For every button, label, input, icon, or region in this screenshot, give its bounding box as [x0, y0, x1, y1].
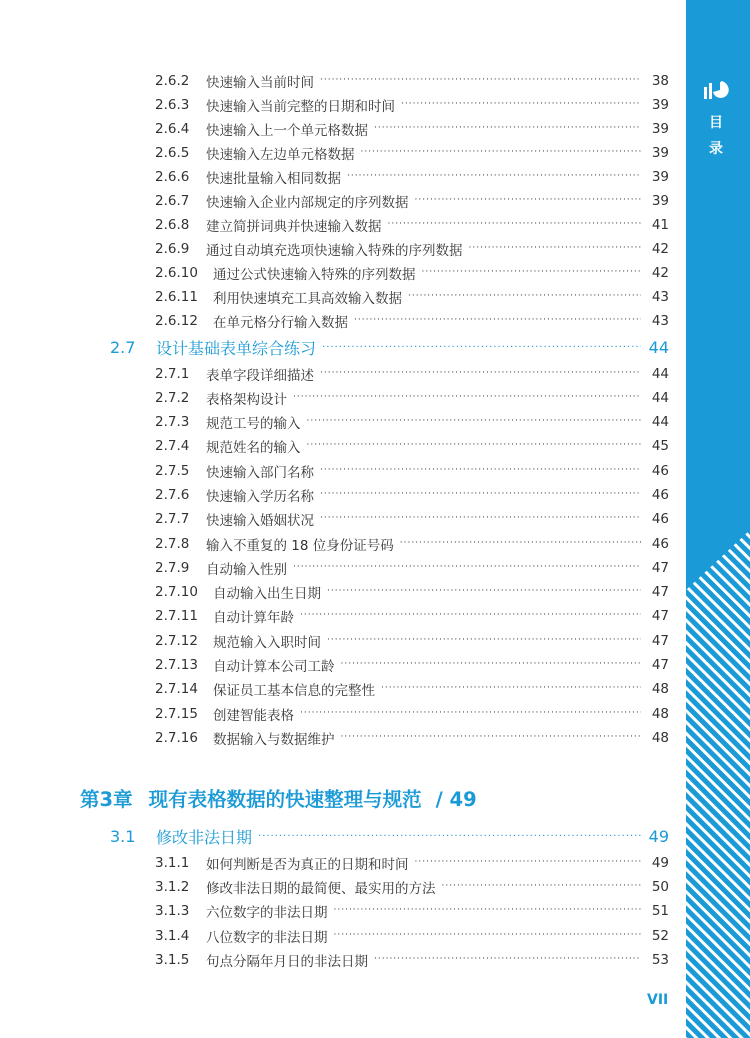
toc-entry[interactable]: [155, 678, 669, 700]
leader-dots: [320, 460, 641, 476]
entry-page: 47: [651, 560, 669, 576]
entry-number: 2.7.9: [155, 560, 190, 576]
leader-dots: [307, 435, 642, 451]
entry-number: 2.7.10: [155, 584, 198, 600]
entry-page: 39: [651, 97, 669, 113]
entry-number: 2.6.9: [155, 241, 190, 257]
leader-dots: [307, 411, 642, 427]
entry-title: 快速输入婚姻状况: [206, 513, 314, 529]
leader-dots: [341, 654, 642, 670]
entry-number: 2.6.12: [155, 313, 198, 329]
leader-dots: [422, 262, 642, 278]
leader-dots: [415, 190, 642, 206]
entry-title: 建立简拼词典并快速输入数据: [206, 219, 382, 235]
entry-page: 42: [651, 265, 669, 281]
entry-title: 六位数字的非法日期: [206, 905, 328, 921]
entry-number: 2.7.5: [155, 463, 190, 479]
entry-page: 48: [651, 730, 669, 746]
leader-dots: [341, 727, 642, 743]
leader-dots: [442, 876, 642, 892]
entry-number: 2.6.11: [155, 289, 198, 305]
entry-page: 48: [651, 681, 669, 697]
entry-title: 表单字段详细描述: [206, 368, 314, 384]
entry-number: 2.6.4: [155, 121, 190, 137]
toc-entry[interactable]: [155, 484, 669, 506]
entry-number: 3.1.1: [155, 855, 190, 871]
toc-entry[interactable]: [155, 118, 669, 140]
toc-section-3-1[interactable]: [110, 825, 669, 847]
toc-entry[interactable]: [155, 310, 669, 332]
leader-dots: [401, 94, 641, 110]
leader-dots: [320, 484, 641, 500]
toc-entry[interactable]: [155, 70, 669, 92]
entry-number: 3.1.3: [155, 903, 190, 919]
leader-dots: [408, 286, 641, 302]
entry-page: 42: [651, 241, 669, 257]
entry-title: 自动输入出生日期: [213, 586, 321, 602]
toc-entry[interactable]: [155, 166, 669, 188]
entry-page: 48: [651, 706, 669, 722]
entry-title: 表格架构设计: [206, 392, 287, 408]
sidebar-label-lu: 录: [709, 141, 723, 157]
leader-dots: [293, 387, 641, 403]
toc-section-2-7[interactable]: [110, 336, 669, 358]
toc-entry[interactable]: [155, 411, 669, 433]
entry-number: 2.6.2: [155, 73, 190, 89]
entry-number: 2.7.6: [155, 487, 190, 503]
section-title: 修改非法日期: [156, 827, 253, 847]
leader-dots: [347, 166, 641, 182]
leader-dots: [320, 363, 641, 379]
entry-number: 2.6.10: [155, 265, 198, 281]
leader-dots: [415, 852, 642, 868]
entry-title: 快速输入左边单元格数据: [206, 147, 355, 163]
toc-entry[interactable]: [155, 605, 669, 627]
leader-dots: [334, 925, 642, 941]
toc-entry[interactable]: [155, 508, 669, 530]
entry-page: 46: [651, 536, 669, 552]
leader-dots: [327, 581, 641, 597]
chapter-number: 第3章: [80, 788, 133, 811]
entry-page: 47: [651, 633, 669, 649]
chapter-heading[interactable]: [80, 784, 477, 812]
toc-entry[interactable]: [155, 363, 669, 385]
toc-entry[interactable]: [155, 262, 669, 284]
entry-title: 在单元格分行输入数据: [213, 315, 348, 331]
entry-title: 八位数字的非法日期: [206, 930, 328, 946]
chapter-title: 现有表格数据的快速整理与规范: [148, 788, 422, 811]
section-title: 设计基础表单综合练习: [156, 338, 317, 358]
entry-number: 2.6.6: [155, 169, 190, 185]
toc-entry[interactable]: [155, 925, 669, 947]
toc-entry[interactable]: [155, 630, 669, 652]
toc-entry[interactable]: [155, 557, 669, 579]
leader-dots: [374, 949, 641, 965]
toc-entry[interactable]: [155, 94, 669, 116]
leader-dots: [388, 214, 642, 230]
entry-page: 39: [651, 193, 669, 209]
entry-number: 2.7.14: [155, 681, 198, 697]
entry-page: 46: [651, 487, 669, 503]
entry-number: 2.7.11: [155, 608, 198, 624]
leader-dots: [400, 533, 641, 549]
entry-number: 2.7.12: [155, 633, 198, 649]
section-number: 3.1: [110, 826, 136, 846]
entry-number: 2.7.7: [155, 511, 190, 527]
leader-dots: [381, 678, 641, 694]
entry-title: 修改非法日期的最简便、最实用的方法: [206, 881, 436, 897]
chart-icon: [703, 78, 729, 100]
entry-number: 2.6.3: [155, 97, 190, 113]
toc-entry[interactable]: [155, 286, 669, 308]
entry-page: 50: [651, 879, 669, 895]
leader-dots: [300, 605, 641, 621]
entry-page: 47: [651, 584, 669, 600]
entry-title: 通过公式快速输入特殊的序列数据: [213, 267, 416, 283]
leader-dots: [374, 118, 641, 134]
entry-title: 通过自动填充选项快速输入特殊的序列数据: [206, 243, 463, 259]
toc-entry[interactable]: [155, 727, 669, 749]
toc-entry[interactable]: [155, 581, 669, 603]
entry-title: 自动输入性别: [206, 562, 287, 578]
entry-number: 2.7.3: [155, 414, 190, 430]
sidebar-label-mu: 目: [709, 115, 723, 131]
entry-number: 2.7.13: [155, 657, 198, 673]
entry-number: 2.7.8: [155, 536, 190, 552]
toc-entry[interactable]: [155, 876, 669, 898]
entry-page: 52: [651, 928, 669, 944]
entry-title: 快速输入上一个单元格数据: [206, 123, 368, 139]
entry-page: 44: [651, 414, 669, 430]
leader-dots: [334, 900, 642, 916]
entry-title: 数据输入与数据维护: [213, 732, 335, 748]
toc-entry[interactable]: [155, 949, 669, 971]
toc-entry[interactable]: [155, 703, 669, 725]
entry-page: 43: [651, 289, 669, 305]
entry-number: 2.7.16: [155, 730, 198, 746]
toc-entry[interactable]: [155, 533, 669, 555]
leader-dots: [354, 310, 641, 326]
entry-number: 3.1.4: [155, 928, 190, 944]
entry-page: 53: [651, 952, 669, 968]
entry-number: 2.6.8: [155, 217, 190, 233]
section-number: 2.7: [110, 337, 136, 357]
entry-number: 2.7.2: [155, 390, 190, 406]
entry-page: 38: [651, 73, 669, 89]
toc-entry[interactable]: [155, 190, 669, 212]
entry-page: 43: [651, 313, 669, 329]
entry-page: 39: [651, 121, 669, 137]
entry-title: 自动计算本公司工龄: [213, 659, 335, 675]
leader-dots: [258, 824, 641, 843]
entry-number: 2.6.7: [155, 193, 190, 209]
entry-number: 3.1.2: [155, 879, 190, 895]
chapter-page: / 49: [435, 788, 477, 811]
leader-dots: [320, 508, 641, 524]
leader-dots: [300, 703, 641, 719]
entry-title: 规范工号的输入: [206, 416, 301, 432]
entry-title: 规范输入入职时间: [213, 635, 321, 651]
entry-number: 3.1.5: [155, 952, 190, 968]
entry-number: 2.7.1: [155, 366, 190, 382]
leader-dots: [469, 238, 642, 254]
entry-title: 利用快速填充工具高效输入数据: [213, 291, 402, 307]
entry-number: 2.7.4: [155, 438, 190, 454]
toc-entry[interactable]: [155, 142, 669, 164]
leader-dots: [361, 142, 642, 158]
leader-dots: [327, 630, 641, 646]
entry-title: 快速输入企业内部规定的序列数据: [206, 195, 409, 211]
entry-number: 2.7.15: [155, 706, 198, 722]
entry-page: 47: [651, 608, 669, 624]
leader-dots: [293, 557, 641, 573]
section-page: 44: [648, 337, 669, 357]
entry-page: 51: [651, 903, 669, 919]
toc-entry[interactable]: [155, 238, 669, 260]
toc-entry[interactable]: [155, 460, 669, 482]
entry-title: 快速输入当前完整的日期和时间: [206, 99, 395, 115]
entry-page: 46: [651, 511, 669, 527]
toc-entry[interactable]: [155, 214, 669, 236]
entry-title: 规范姓名的输入: [206, 440, 301, 456]
toc-entry[interactable]: [155, 435, 669, 457]
leader-dots: [320, 70, 641, 86]
entry-title: 快速输入当前时间: [206, 75, 314, 91]
entry-page: 39: [651, 169, 669, 185]
entry-page: 47: [651, 657, 669, 673]
toc-entry[interactable]: [155, 387, 669, 409]
section-page: 49: [648, 826, 669, 846]
entry-page: 41: [651, 217, 669, 233]
entry-title: 快速输入学历名称: [206, 489, 314, 505]
entry-title: 自动计算年龄: [213, 610, 294, 626]
entry-page: 39: [651, 145, 669, 161]
entry-page: 45: [651, 438, 669, 454]
toc-entry[interactable]: [155, 654, 669, 676]
entry-title: 创建智能表格: [213, 708, 294, 724]
entry-page: 44: [651, 366, 669, 382]
entry-title: 保证员工基本信息的完整性: [213, 683, 375, 699]
entry-page: 49: [651, 855, 669, 871]
entry-title: 句点分隔年月日的非法日期: [206, 954, 368, 970]
entry-number: 2.6.5: [155, 145, 190, 161]
entry-title: 快速输入部门名称: [206, 465, 314, 481]
entry-title: 快速批量输入相同数据: [206, 171, 341, 187]
toc-entry[interactable]: [155, 900, 669, 922]
toc-entry[interactable]: [155, 852, 669, 874]
entry-title: 输入不重复的 18 位身份证号码: [206, 538, 394, 554]
leader-dots: [322, 335, 641, 354]
entry-page: 46: [651, 463, 669, 479]
entry-title: 如何判断是否为真正的日期和时间: [206, 857, 409, 873]
page-folio: VII: [647, 992, 669, 1008]
entry-page: 44: [651, 390, 669, 406]
